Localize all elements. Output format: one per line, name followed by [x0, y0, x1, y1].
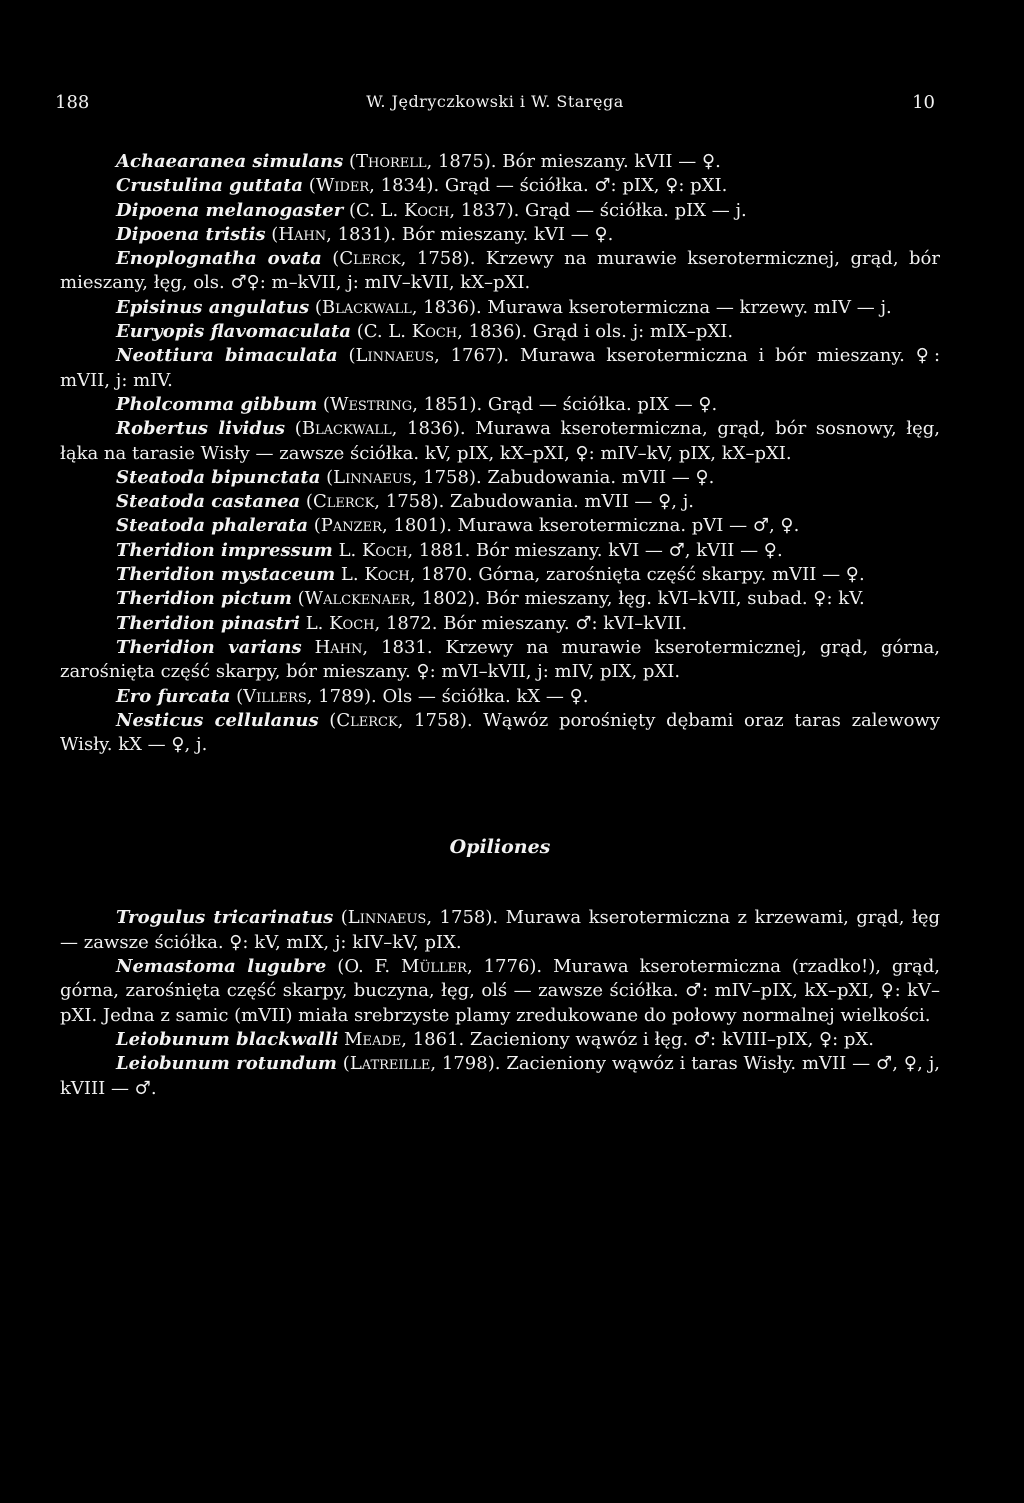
species-author: Clerck [336, 709, 398, 731]
section-number: 10 [912, 92, 935, 113]
author-initials [302, 637, 315, 658]
species-notes: , 1831). Bór mieszany. kVI — ♀. [326, 223, 614, 245]
species-notes: , 1836). Murawa kserotermiczna, grąd, bór sosnowy, łęg, łąka na tarasie Wisły — zawsze ściółka. kV, pIX, kX–pXI, ♀: mIV–kV, pIX, kX–pXI. [60, 418, 940, 464]
species-name: Nemastoma lugubre [116, 956, 327, 978]
author-initials: L. [332, 539, 362, 561]
species-name: Steatoda castanea [116, 491, 301, 513]
species-notes: , 1758). Wąwóz porośnięty dębami oraz taras zalewowy Wisły. kX — ♀, j. [60, 709, 941, 756]
species-name: Dipoena melanogaster [116, 199, 344, 221]
species-author: Koch [361, 539, 408, 561]
species-entry: Theridion pictum (Walckenaer, 1802). Bór mieszany, łęg. kVI–kVII, subad. ♀: kV. [116, 588, 865, 610]
species-author: O. F. Müller [344, 956, 467, 978]
page-number: 188 [55, 92, 90, 113]
species-author: Linnaeus [333, 466, 412, 488]
species-notes: , 1831. Krzewy na murawie kserotermicznej, grąd, górna, zarośnięta część skarpy, bór mieszany. ♀: mVI–kVII, j: mIV, pIX, pXI. [60, 636, 941, 683]
species-author: Blackwall [301, 418, 392, 440]
species-notes: , 1836). Murawa kserotermiczna — krzewy. mIV — j. [411, 296, 892, 318]
page-header [55, 92, 935, 120]
species-name: Pholcomma gibbum [116, 393, 318, 415]
species-author: Thorell [355, 151, 427, 172]
species-name: Nesticus cellulanus [116, 709, 319, 731]
species-author: Linnaeus [347, 907, 427, 929]
species-notes: , 1767). Murawa kserotermiczna i bór mieszany. ♀: mVII, j: mIV. [60, 345, 941, 391]
species-entry: Steatoda phalerata (Panzer, 1801). Murawa kserotermiczna. pVI — ♂, ♀. [116, 515, 800, 537]
species-notes: , 1836). Grąd i ols. j: mIX–pXI. [457, 321, 734, 343]
species-name: Euryopis flavomaculata [116, 321, 352, 343]
species-notes: , 1776). Murawa kserotermiczna (rzadko!), grąd, górna, zarośnięta część skarpy, buczyna, łęg, olś — zawsze ściółka. ♂: mIV–pIX, kX–pXI, ♀: kV–pXI. Jedna z samic (mVII) miała srebrzyste plamy zredukowane do połowy normalnej wielkości. [60, 956, 940, 1026]
species-notes: , 1801). Murawa kserotermiczna. pVI — ♂, ♀. [381, 515, 800, 537]
species-author: Koch [329, 612, 375, 634]
species-name: Crustulina guttata [116, 175, 304, 197]
species-name: Theridion pictum [116, 588, 292, 610]
species-author: Hahn [314, 636, 363, 658]
species-list-araneae [60, 150, 940, 757]
species-notes: , 1802). Bór mieszany, łęg. kVI–kVII, subad. ♀: kV. [410, 588, 865, 610]
species-name: Achaearanea simulans [116, 151, 344, 172]
species-name: Steatoda phalerata [116, 515, 309, 537]
running-title: W. Jędryczkowski i W. Staręga [366, 92, 624, 111]
species-entry: Nemastoma lugubre (O. F. Müller, 1776). Murawa kserotermiczna (rzadko!), grąd, górna, zarośnięta część skarpy, buczyna, łęg, olś — zawsze ściółka. ♂: mIV–pIX, kX–pXI, ♀: kV–pXI. Jedna z samic (mVII) miała srebrzyste plamy zredukowane do połowy normalnej wielkości. [60, 956, 940, 1026]
species-entry: Episinus angulatus (Blackwall, 1836). Murawa kserotermiczna — krzewy. mIV — j. [116, 296, 892, 318]
species-name: Trogulus tricarinatus [116, 907, 334, 929]
section-heading: Opiliones [449, 836, 551, 859]
species-entry [60, 539, 940, 563]
species-entry: Steatoda castanea (Clerck, 1758). Zabudowania. mVII — ♀, j. [116, 491, 695, 513]
species-entry: Ero furcata (Villers, 1789). Ols — ściółka. kX — ♀. [116, 685, 589, 707]
species-author: Panzer [320, 515, 382, 537]
species-entry: Crustulina guttata (Wider, 1834). Grąd — ściółka. ♂: pIX, ♀: pXI. [116, 175, 728, 197]
species-entry: Trogulus tricarinatus (Linnaeus, 1758). Murawa kserotermiczna z krzewami, grąd, łęg — zawsze ściółka. ♀: kV, mIX, j: kIV–kV, pIX. [60, 907, 940, 953]
species-name: Theridion pinastri [116, 612, 300, 634]
species-entry: Pholcomma gibbum (Westring, 1851). Grąd — ściółka. pIX — ♀. [116, 393, 718, 415]
species-entry [60, 563, 940, 587]
species-entry [60, 636, 940, 685]
species-entry: Steatoda bipunctata (Linnaeus, 1758). Zabudowania. mVII — ♀. [116, 466, 715, 488]
species-notes: , 1798). Zacieniony wąwóz i taras Wisły. mVII — ♂, ♀, j, kVIII — ♂. [60, 1053, 940, 1099]
species-author: Linnaeus [355, 345, 435, 367]
species-name: Leiobunum rotundum [116, 1053, 337, 1075]
document-body [60, 150, 940, 1101]
species-notes: , 1758). Zabudowania. mVII — ♀. [411, 466, 715, 488]
species-notes: , 1837). Grąd — ściółka. pIX — j. [449, 199, 747, 221]
species-name: Ero furcata [116, 685, 231, 707]
species-notes: , 1789). Ols — ściółka. kX — ♀. [306, 685, 589, 707]
species-name: Theridion varians [116, 636, 302, 658]
author-initials: L. [299, 612, 330, 634]
species-notes: , 1851). Grąd — ściółka. pIX — ♀. [412, 393, 718, 415]
author-initials: L. [335, 564, 365, 586]
species-entry: Dipoena tristis (Hahn, 1831). Bór mieszany. kVI — ♀. [116, 223, 614, 245]
species-name: Episinus angulatus [116, 296, 310, 318]
species-name: Leiobunum blackwalli [116, 1028, 339, 1050]
species-name: Dipoena tristis [116, 223, 266, 245]
species-entry: Achaearanea simulans (Thorell, 1875). Bór mieszany. kVII — ♀. [116, 151, 721, 172]
species-notes: , 1758). Krzewy na murawie kserotermicznej, grąd, bór mieszany, łęg, ols. ♂♀: m–kVII, j: mIV–kVII, kX–pXI. [60, 248, 940, 294]
species-entry: Euryopis flavomaculata (C. L. Koch, 1836). Grąd i ols. j: mIX–pXI. [116, 321, 734, 343]
species-entry: Leiobunum rotundum (Latreille, 1798). Zacieniony wąwóz i taras Wisły. mVII — ♂, ♀, j, kVIII — ♂. [60, 1053, 940, 1099]
species-name: Theridion mystaceum [116, 564, 336, 586]
species-author: Blackwall [321, 296, 412, 318]
species-notes: , 1758). Murawa kserotermiczna z krzewami, grąd, łęg — zawsze ściółka. ♀: kV, mIX, j: kIV–kV, pIX. [60, 907, 940, 953]
species-entry: Robertus lividus (Blackwall, 1836). Murawa kserotermiczna, grąd, bór sosnowy, łęg, łąka na tarasie Wisły — zawsze ściółka. kV, pIX, kX–pXI, ♀: mIV–kV, pIX, kX–pXI. [60, 418, 940, 464]
species-notes: , 1861. Zacieniony wąwóz i łęg. ♂: kVIII–pIX, ♀: pX. [401, 1028, 874, 1050]
species-name: Enoplognatha ovata [116, 248, 322, 270]
species-notes: , 1881. Bór mieszany. kVI — ♂, kVII — ♀. [407, 539, 783, 561]
species-author: Koch [364, 564, 410, 586]
species-name: Robertus lividus [116, 418, 286, 440]
species-name: Theridion impressum [116, 539, 333, 561]
species-entry: Dipoena melanogaster (C. L. Koch, 1837). Grąd — ściółka. pIX — j. [116, 199, 747, 221]
species-author: Latreille [349, 1053, 431, 1075]
species-author: Walckenaer [304, 588, 411, 610]
species-notes: , 1872. Bór mieszany. ♂: kVI–kVII. [374, 612, 688, 634]
species-entry: Enoplognatha ovata (Clerck, 1758). Krzewy na murawie kserotermicznej, grąd, bór mieszany, łęg, ols. ♂♀: m–kVII, j: mIV–kVII, kX–pXI. [60, 248, 940, 294]
species-list-opiliones [60, 906, 940, 1100]
species-entry: Neottiura bimaculata (Linnaeus, 1767). Murawa kserotermiczna i bór mieszany. ♀: mVII, j: mIV. [60, 345, 941, 391]
species-name: Neottiura bimaculata [116, 345, 338, 367]
species-notes: , 1834). Grąd — ściółka. ♂: pIX, ♀: pXI. [369, 175, 728, 197]
species-name: Steatoda bipunctata [116, 466, 321, 488]
species-author: C. L. Koch [363, 321, 458, 343]
species-author: Wider [315, 175, 370, 197]
species-notes: , 1870. Górna, zarośnięta część skarpy. mVII — ♀. [409, 564, 865, 586]
species-author: Villers [243, 685, 307, 707]
species-entry [60, 612, 940, 636]
species-entry [60, 1028, 940, 1052]
species-author: Clerck [339, 248, 401, 270]
species-notes: , 1758). Zabudowania. mVII — ♀, j. [374, 491, 695, 513]
species-entry: Nesticus cellulanus (Clerck, 1758). Wąwóz porośnięty dębami oraz taras zalewowy Wisły. kX — ♀, j. [60, 709, 941, 756]
species-author: Hahn [278, 223, 327, 245]
species-author: Clerck [312, 491, 375, 513]
species-notes: , 1875). Bór mieszany. kVII — ♀. [426, 151, 721, 172]
species-author: Westring [329, 393, 413, 415]
species-author: C. L. Koch [355, 199, 450, 221]
species-author: Meade [344, 1028, 402, 1050]
